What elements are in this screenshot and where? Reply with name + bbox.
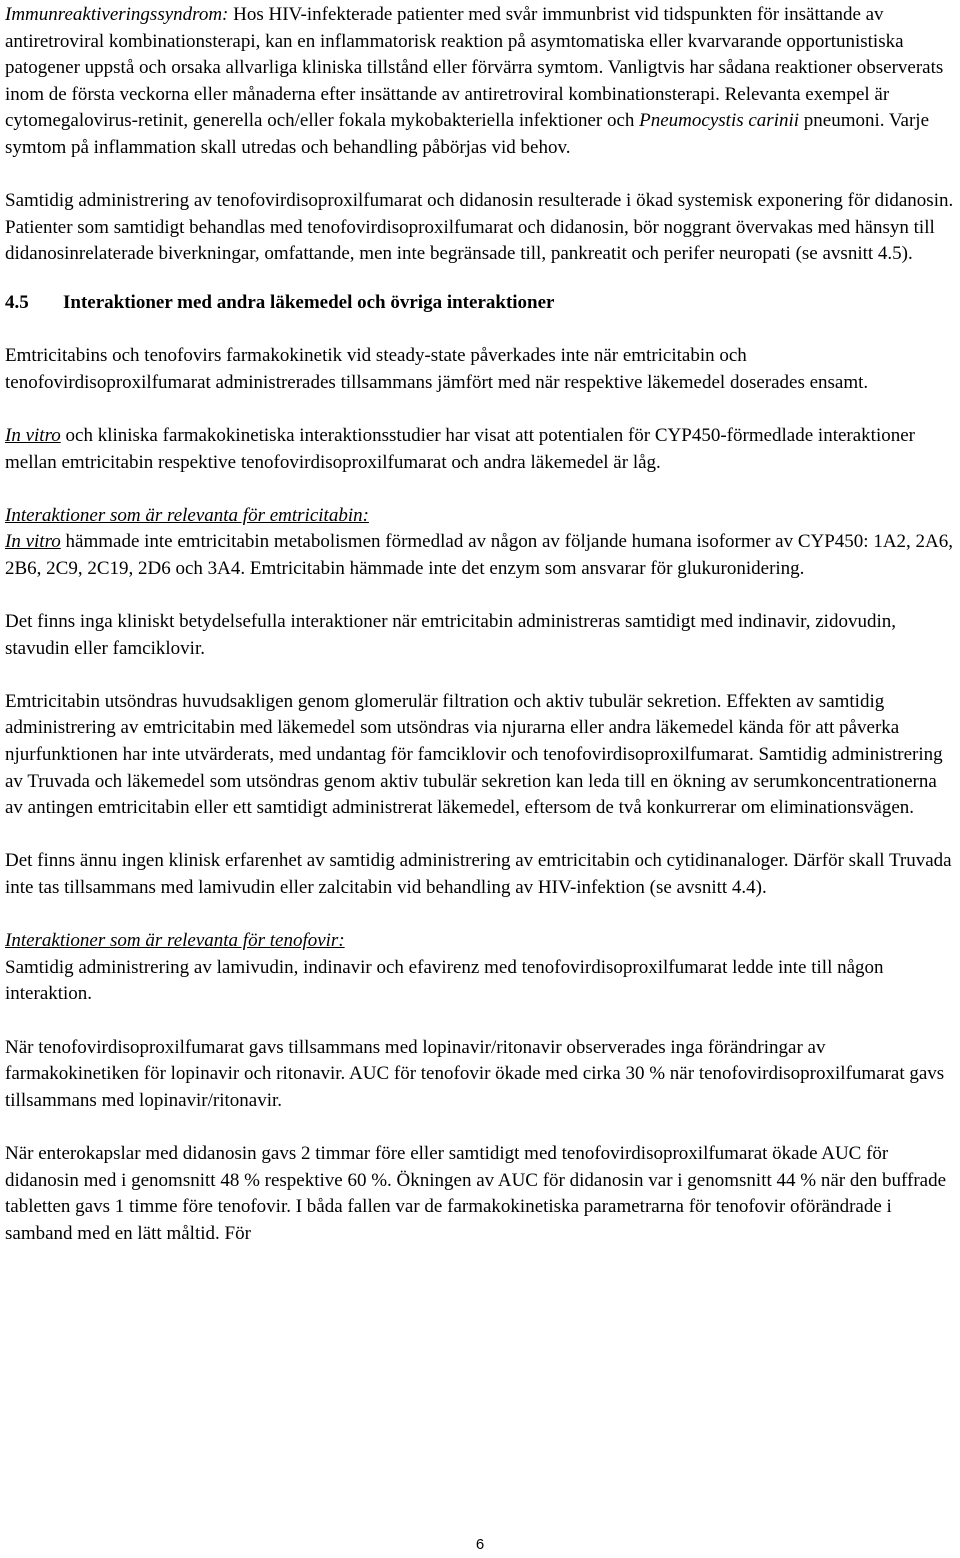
paragraph-renal-excretion: Emtricitabin utsöndras huvudsakligen genom glomerulär filtration och aktiv tubulär sekretion. Effekten av samtidig administrering av emtricitabin med läkemedel som utsöndras via njurarna eller andra läkemedel kända för att påverka njurfunktionen har inte utvärderats, med undantag för famciklovir och tenofovirdisoproxilfumarat. Samtidig administrering av Truvada och läkemedel som utsöndras genom aktiv tubulär sekretion kan leda till en ökning av serumkoncentrationerna av antingen emtricitabin eller ett samtidigt administrerat läkemedel, eftersom de två konkurrerar om eliminationsvägen. — [5, 690, 943, 819]
paragraph-cytidine-analogues: Det finns ännu ingen klinisk erfarenhet av samtidig administrering av emtricitabin och cytidinanaloger. Därför skall Truvada inte tas tillsammans med lamivudin eller zalcitabin vid behandling av HIV-infektion (se avsnitt 4.4). — [5, 850, 952, 898]
page-number: 6 — [475, 1536, 485, 1553]
paragraph-didanosin-auc: När enterokapslar med didanosin gavs 2 timmar före eller samtidigt med tenofovirdisoproxilfumarat ökade AUC för didanosin med i genomsnitt 48 % respektive 60 %. Ökningen av AUC för didanosin var i genomsnitt 44 % när den buffrade tabletten gavs 1 timme före tenofovir. I båda fallen var de farmakokinetiska parametrarna för tenofovir oförändrade i samband med en lätt måltid. För — [5, 1142, 947, 1244]
paragraph-didanosin-warning: Samtidig administrering av tenofovirdisoproxilfumarat och didanosin resulterade i ökad systemisk exponering för didanosin. Patienter som samtidigt behandlas med tenofovirdisoproxilfumarat och didanosin, bör noggrant övervakas med hänsyn till didanosinrelaterade biverkningar, omfattande, men inte begränsade till, pankreatit och perifer neuropati (se avsnitt 4.5). — [5, 190, 954, 265]
paragraph-emtricitabine — [5, 503, 955, 583]
paragraph-text: och kliniska farmakokinetiska interaktionsstudier har visat att potentialen för CYP450-förmedlade interaktioner mellan emtricitabin respektive tenofovirdisoproxilfumarat och andra läkemedel är låg. — [5, 424, 915, 473]
document-page — [5, 2, 955, 1247]
term-label: Immunreaktiveringssyndrom: — [5, 4, 229, 25]
subheading-tenofovir: Interaktioner som är relevanta för tenofovir: — [5, 930, 345, 952]
paragraph-tenofovir — [5, 928, 955, 1008]
paragraph-pk-steady-state: Emtricitabins och tenofovirs farmakokinetik vid steady-state påverkades inte när emtricitabin och tenofovirdisoproxilfumarat administrerades tillsammans jämfört med när respektive läkemedel doserades ensamt. — [5, 345, 869, 393]
section-title: Interaktioner med andra läkemedel och övriga interaktioner — [63, 291, 555, 313]
paragraph-cyp450 — [5, 423, 955, 476]
paragraph-text: Hos HIV-infekterade patienter med svår immunbrist vid tidspunkten för insättande av antiretroviral kombinationsterapi, kan en inflammatorisk reaktion på asymtomatiska eller kvarvarande opportunistiska patogener uppstå och orsaka allvarliga kliniska tillstånd eller förvärra symtom. Vanligtvis har sådana reaktioner observerats inom de första veckorna eller månaderna efter insättande av antiretroviral kombinationsterapi. Relevanta exempel är cytomegalovirus-retinit, generella och/eller fokala mykobakteriella infektioner och — [5, 4, 944, 132]
paragraph-text: Samtidig administrering av lamivudin, indinavir och efavirenz med tenofovirdisoproxilfumarat ledde inte till någon interaktion. — [5, 956, 884, 1005]
in-vitro-term: In vitro — [5, 424, 61, 446]
paragraph-text: pneumoni. Varje symtom på inflammation skall utredas och behandling påbörjas vid behov. — [5, 110, 930, 158]
organism-name: Pneumocystis carinii — [639, 110, 800, 132]
paragraph-immune-reactivation — [5, 2, 955, 162]
section-number: 4.5 — [5, 291, 29, 313]
in-vitro-term: In vitro — [5, 531, 61, 553]
section-heading — [5, 290, 955, 317]
subheading-emtricitabine: Interaktioner som är relevanta för emtricitabin: — [5, 504, 369, 526]
paragraph-text: hämmade inte emtricitabin metabolismen förmedlad av någon av följande humana isoformer av CYP450: 1A2, 2A6, 2B6, 2C9, 2C19, 2D6 och 3A4. Emtricitabin hämmade inte det enzym som ansvarar för glukuronidering. — [5, 531, 954, 579]
paragraph-no-interactions: Det finns inga kliniskt betydelsefulla interaktioner när emtricitabin administreras samtidigt med indinavir, zidovudin, stavudin eller famciklovir. — [5, 611, 896, 659]
paragraph-lopinavir: När tenofovirdisoproxilfumarat gavs tillsammans med lopinavir/ritonavir observerades inga förändringar av farmakokinetiken för lopinavir och ritonavir. AUC för tenofovir ökade med cirka 30 % när tenofovirdisoproxilfumarat gavs tillsammans med lopinavir/ritonavir. — [5, 1036, 945, 1111]
